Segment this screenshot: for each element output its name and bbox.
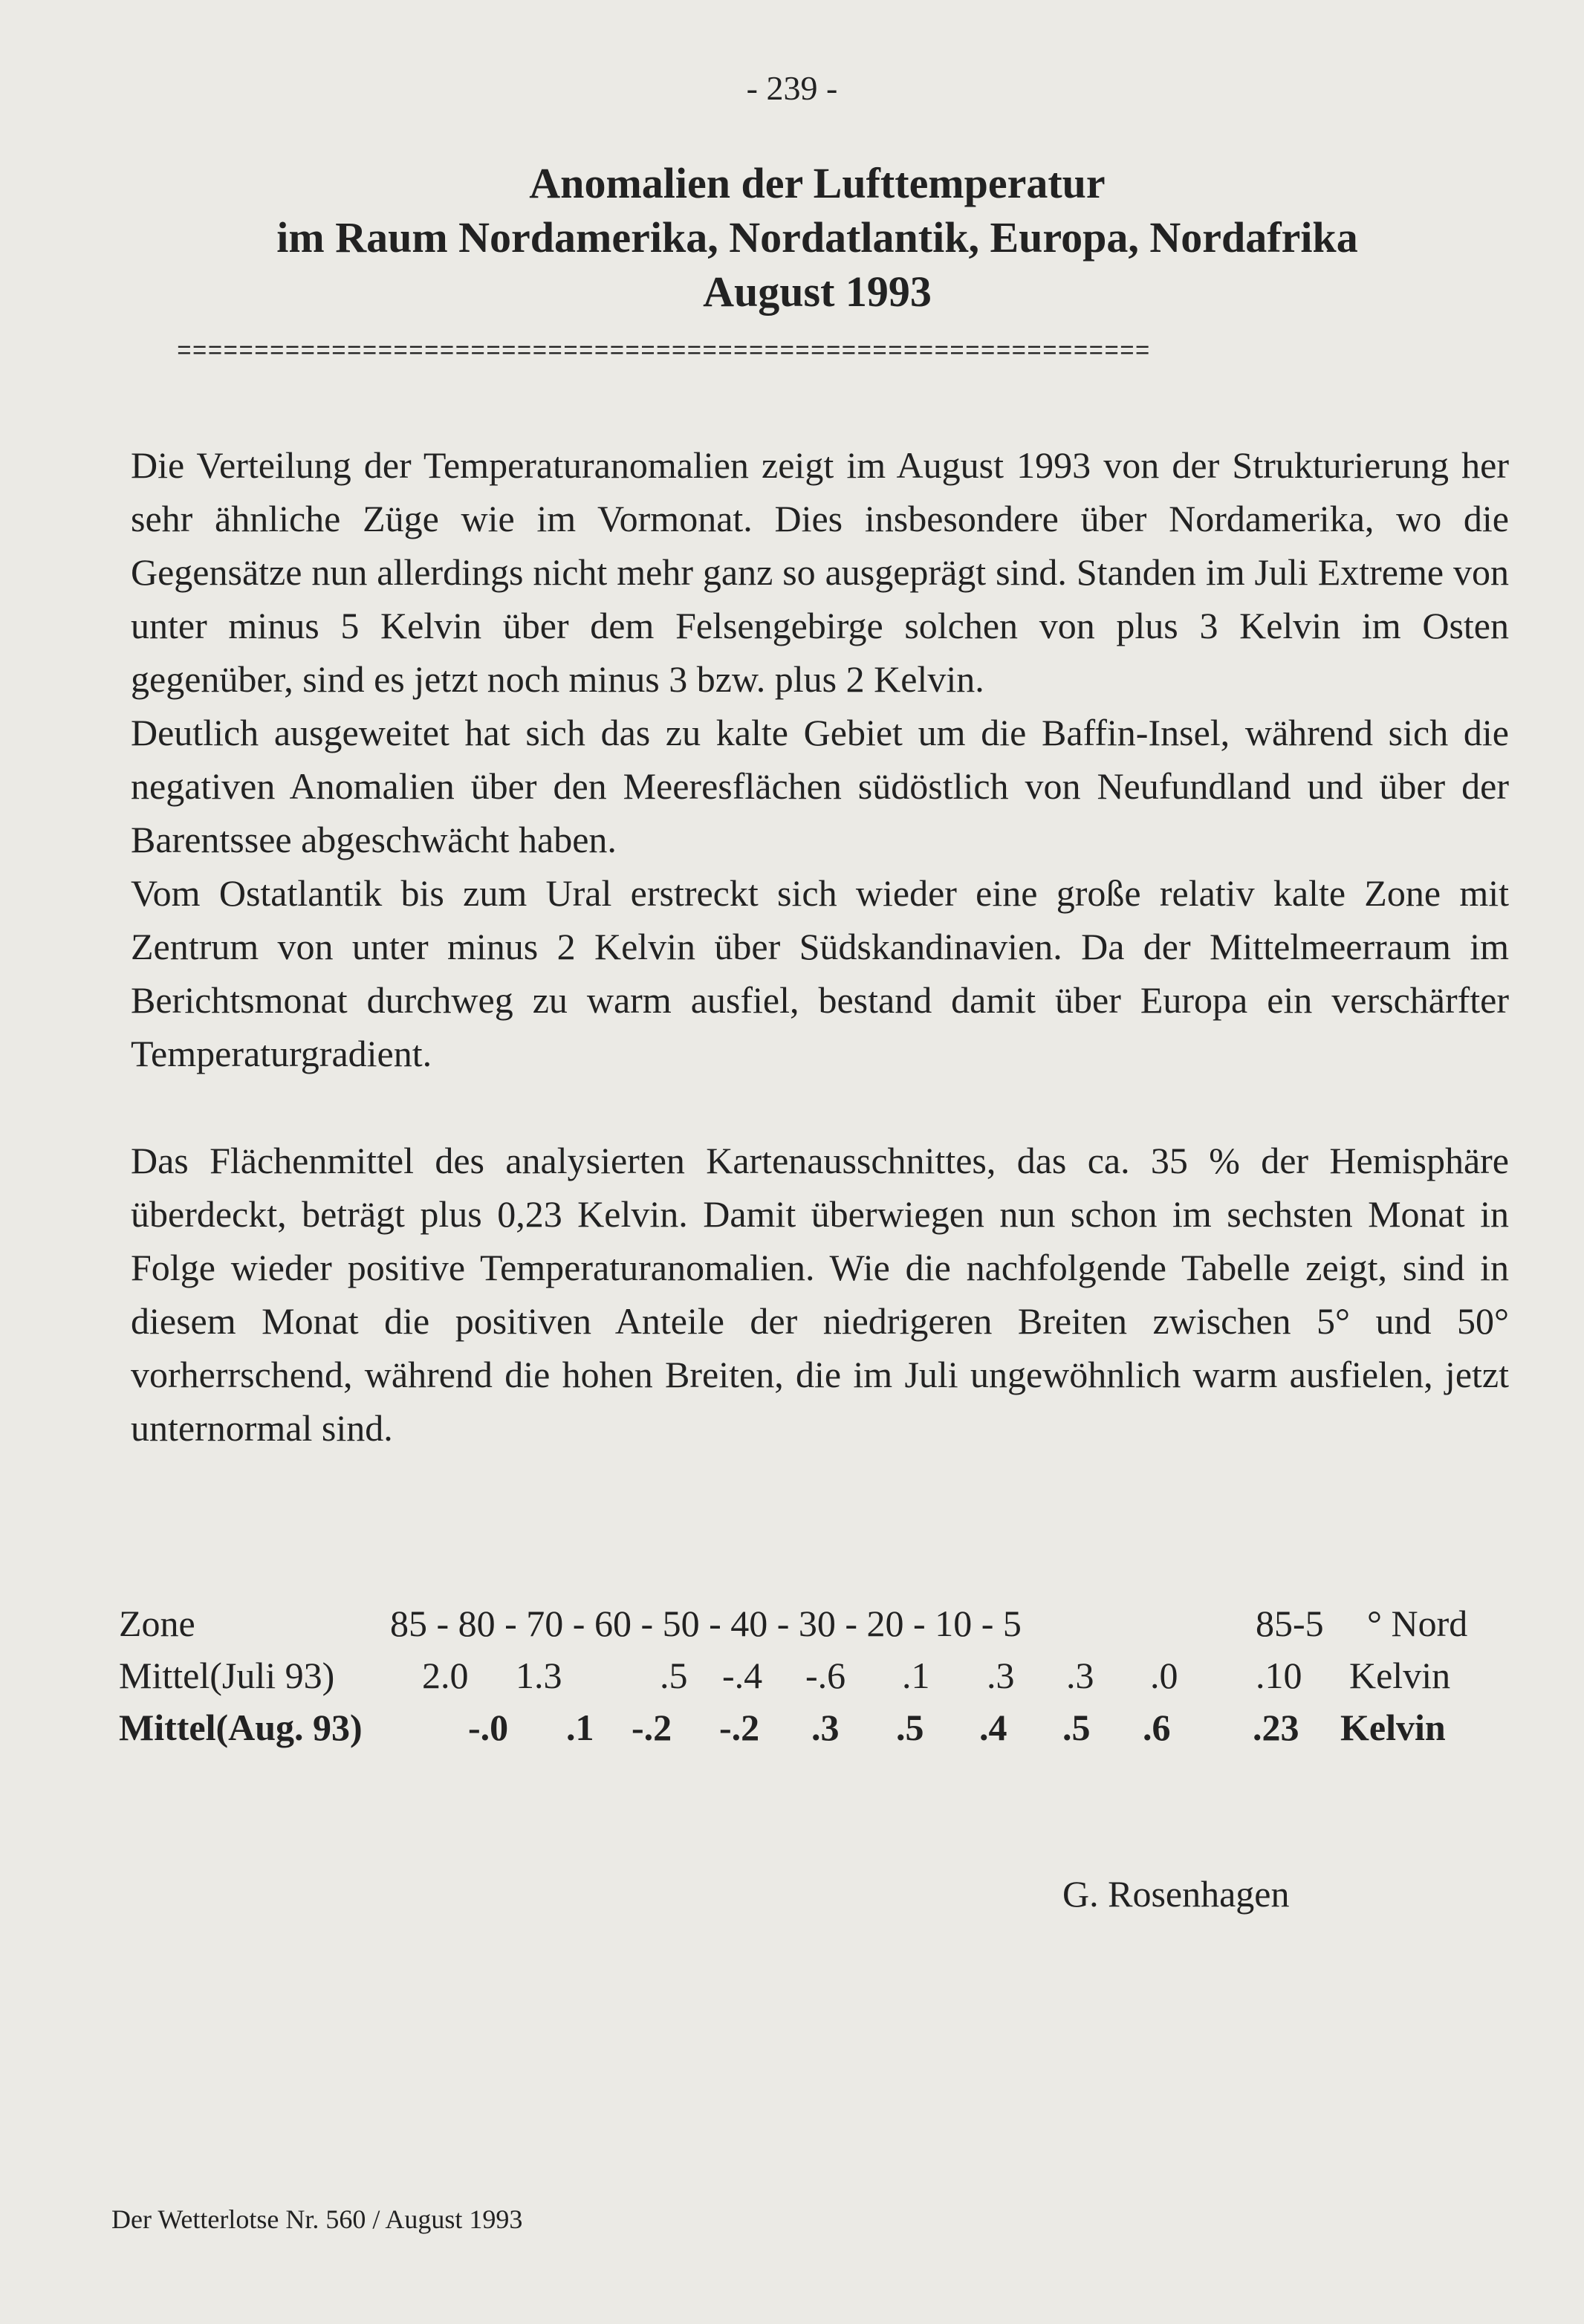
table-cell: -.4 xyxy=(722,1655,763,1696)
table-row-august xyxy=(119,1701,1516,1753)
title-line-1: Anomalien der Lufttemperatur xyxy=(529,159,1106,207)
zone-unit: ° Nord xyxy=(1367,1603,1468,1644)
table-cell: .5 xyxy=(660,1655,688,1696)
table-cell: .1 xyxy=(566,1707,594,1748)
table-cell: 1.3 xyxy=(516,1655,562,1696)
paragraph-1: Die Verteilung der Temperaturanomalien zeigt im August 1993 von der Strukturierung her sehr ähnliche Züge wie im Vormonat. Dies insbesondere über Nordamerika, wo die Gegensätze nun allerdings nicht mehr ganz so ausgeprägt sind. Standen im Juli Extreme von unter minus 5 Kelvin über dem Felsengebirge solchen von plus 3 Kelvin im Osten gegenüber, sind es jetzt noch minus 3 bzw. plus 2 Kelvin. xyxy=(131,444,1509,700)
table-cell: -.6 xyxy=(805,1655,846,1696)
table-cell: .5 xyxy=(896,1707,924,1748)
table-cell: .1 xyxy=(902,1655,930,1696)
zone-values: 85 - 80 - 70 - 60 - 50 - 40 - 30 - 20 - 10 - 5 xyxy=(390,1603,1022,1644)
table-cell: .3 xyxy=(987,1655,1015,1696)
paragraph-4: Das Flächenmittel des analysierten Kartenausschnittes, das ca. 35 % der Hemisphäre überdeckt, beträgt plus 0,23 Kelvin. Damit überwiegen nun schon im sechsten Monat in Folge wieder positive Temperaturanomalien. Wie die nachfolgende Tabelle zeigt, sind in diesem Monat die positiven Anteile der niedrigeren Breiten zwischen 5° und 50° vorherrschend, während die hohen Breiten, die im Juli ungewöhnlich warm ausfielen, jetzt unternormal sind. xyxy=(131,1140,1509,1449)
table-cell: -.2 xyxy=(632,1707,672,1748)
table-cell: .0 xyxy=(1150,1655,1178,1696)
title-separator: =============================================================== xyxy=(177,338,1151,366)
title-line-2: im Raum Nordamerika, Nordatlantik, Europa, Nordafrika xyxy=(276,213,1358,262)
paragraph-2: Deutlich ausgeweitet hat sich das zu kalte Gebiet um die Baffin-Insel, während sich die negativen Anomalien über den Meeresflächen südöstlich von Neufundland und über der Barentssee abgeschwächt haben. xyxy=(131,712,1509,860)
table-header-row xyxy=(119,1597,1516,1649)
row-label: Mittel(Aug. 93) xyxy=(119,1707,363,1748)
table-cell: -.2 xyxy=(719,1707,760,1748)
row-label: Mittel(Juli 93) xyxy=(119,1655,335,1696)
row-total: .10 xyxy=(1256,1655,1302,1696)
author-signature: G. Rosenhagen xyxy=(1062,1873,1290,1915)
paragraph-gap xyxy=(131,1080,1509,1134)
title-line-3: August 1993 xyxy=(703,267,932,316)
row-total: .23 xyxy=(1253,1707,1299,1748)
body-text xyxy=(131,438,1509,1455)
table-cell: .3 xyxy=(811,1707,840,1748)
table-cell: 2.0 xyxy=(422,1655,469,1696)
document-title xyxy=(156,156,1478,319)
paragraph-3: Vom Ostatlantik bis zum Ural erstreckt sich wieder eine große relativ kalte Zone mit Zentrum von unter minus 2 Kelvin über Südskandinavien. Da der Mittelmeerraum im Berichtsmonat durchweg zu warm ausfiel, bestand damit über Europa ein verschärfter Temperaturgradient. xyxy=(131,872,1509,1074)
table-cell: .3 xyxy=(1066,1655,1094,1696)
page-number: - 239 - xyxy=(746,69,838,107)
anomaly-table xyxy=(119,1597,1516,1753)
table-cell: .4 xyxy=(979,1707,1007,1748)
row-unit: Kelvin xyxy=(1349,1655,1451,1696)
page-footer: Der Wetterlotse Nr. 560 / August 1993 xyxy=(111,2204,523,2234)
table-cell: .6 xyxy=(1143,1707,1171,1748)
zone-label: Zone xyxy=(119,1603,195,1644)
table-cell: .5 xyxy=(1062,1707,1091,1748)
table-row-july xyxy=(119,1649,1516,1701)
zone-total-label: 85-5 xyxy=(1256,1603,1324,1644)
table-cell: -.0 xyxy=(468,1707,509,1748)
row-unit: Kelvin xyxy=(1340,1707,1446,1748)
